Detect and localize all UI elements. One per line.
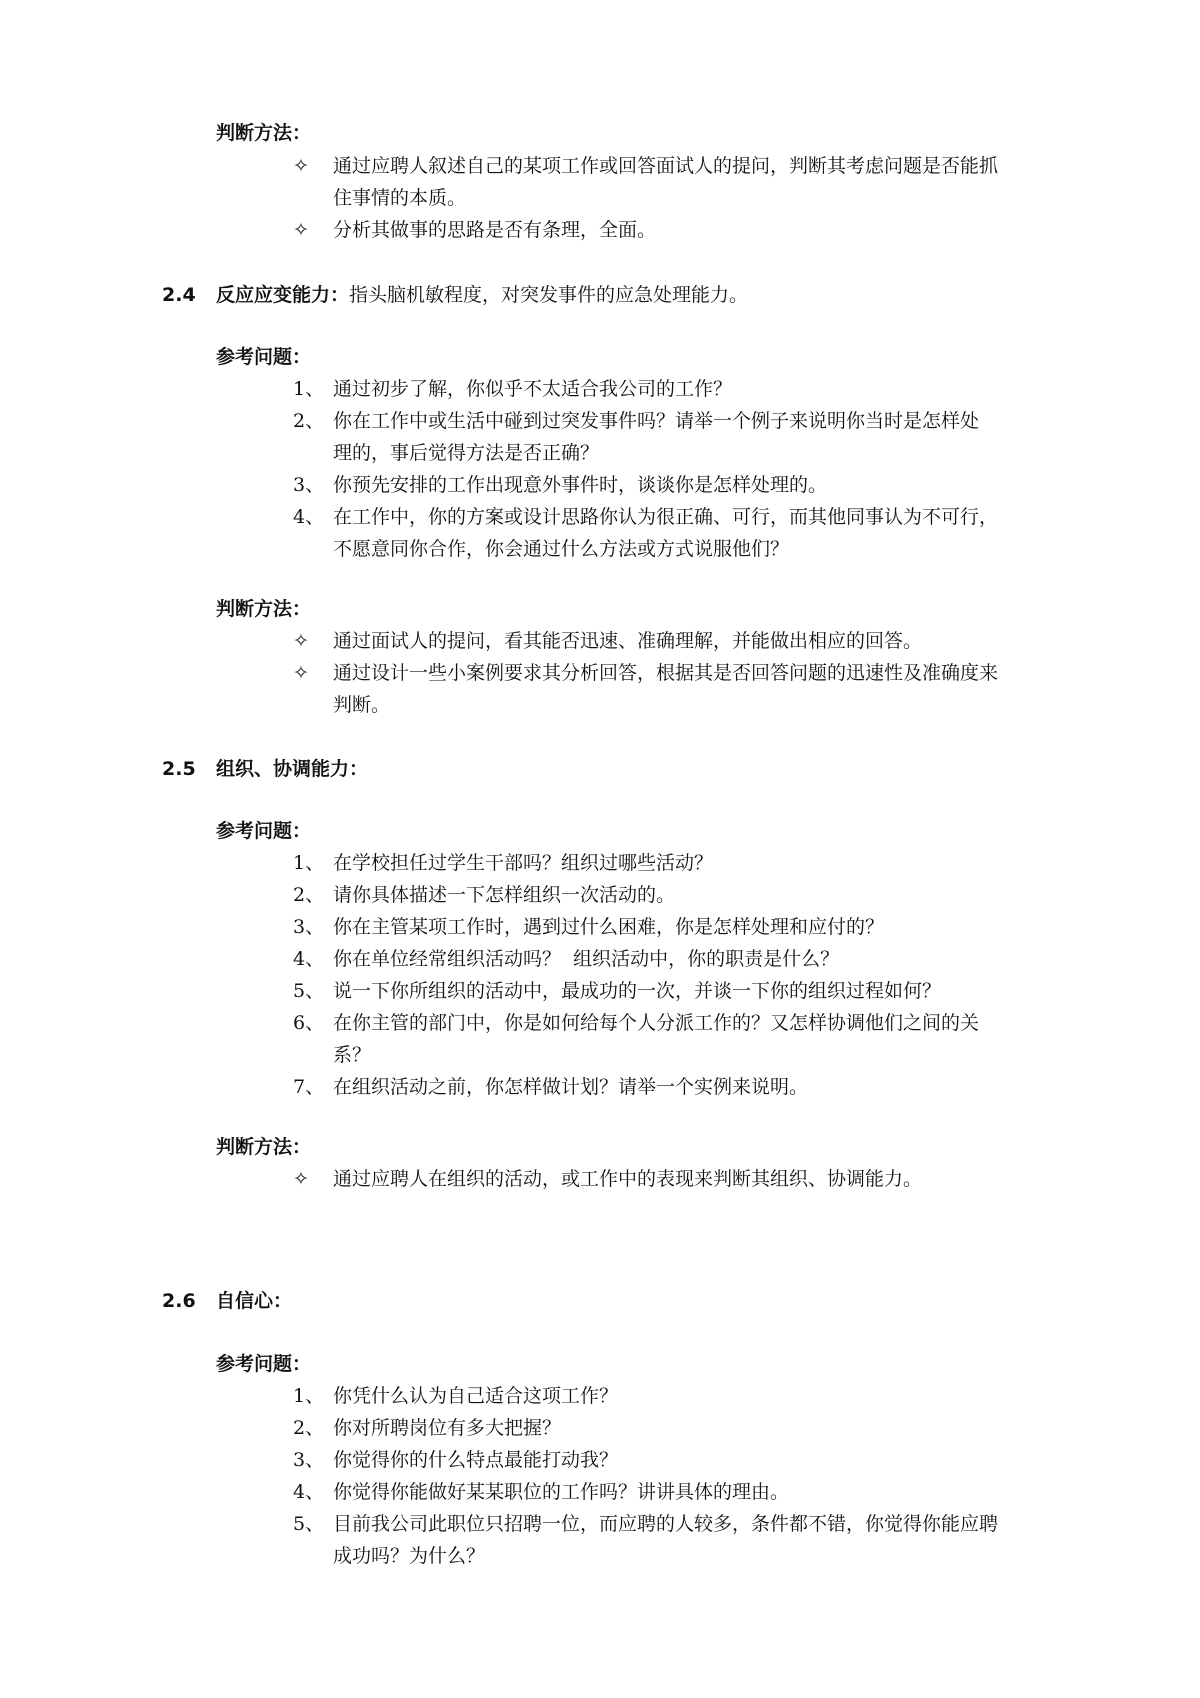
bullet-icon: ✧: [293, 219, 309, 241]
section-description: 指头脑机敏程度，对突发事件的应急处理能力。: [349, 284, 749, 306]
bullet-text: 通过设计一些小案例要求其分析回答，根据其是否回答问题的迅速性及准确度来: [333, 662, 999, 684]
list-item-text: 你在主管某项工作时，遇到过什么困难，你是怎样处理和应付的？: [333, 916, 885, 938]
list-item-text: 不愿意同你合作，你会通过什么方法或方式说服他们？: [333, 538, 790, 560]
list-number: 2、: [293, 410, 325, 432]
bullet-text: 通过应聘人叙述自己的某项工作或回答面试人的提问，判断其考虑问题是否能抓: [333, 155, 999, 177]
list-item-text: 在工作中，你的方案或设计思路你认为很正确、可行，而其他同事认为不可行，: [333, 506, 999, 528]
list-number: 5、: [293, 1513, 325, 1535]
reference-questions-heading: 参考问题：: [216, 1353, 312, 1375]
list-item-text: 你在工作中或生活中碰到过突发事件吗？请举一个例子来说明你当时是怎样处: [333, 410, 980, 432]
list-number: 7、: [293, 1076, 325, 1098]
list-number: 1、: [293, 378, 325, 400]
list-number: 6、: [293, 1012, 325, 1034]
bullet-icon: ✧: [293, 1168, 309, 1190]
list-number: 4、: [293, 1481, 325, 1503]
bullet-text: 判断。: [333, 694, 391, 716]
reference-questions-heading: 参考问题：: [216, 346, 312, 368]
list-item-text: 系？: [333, 1044, 372, 1066]
list-item-text: 你觉得你能做好某某职位的工作吗？讲讲具体的理由。: [333, 1481, 790, 1503]
list-item-text: 成功吗？为什么？: [333, 1545, 486, 1567]
list-number: 1、: [293, 852, 325, 874]
list-number: 2、: [293, 1417, 325, 1439]
reference-questions-heading: 参考问题：: [216, 820, 312, 842]
judge-method-heading: 判断方法：: [216, 122, 312, 144]
section-number: 2.6: [162, 1290, 196, 1312]
list-number: 4、: [293, 948, 325, 970]
list-item-text: 在组织活动之前，你怎样做计划？请举一个实例来说明。: [333, 1076, 809, 1098]
list-item-text: 你预先安排的工作出现意外事件时，谈谈你是怎样处理的。: [333, 474, 828, 496]
list-item-text: 说一下你所组织的活动中，最成功的一次，并谈一下你的组织过程如何？: [333, 980, 942, 1002]
list-item-text: 在学校担任过学生干部吗？组织过哪些活动？: [333, 852, 714, 874]
list-item-text: 你对所聘岗位有多大把握？: [333, 1417, 562, 1439]
list-number: 3、: [293, 916, 325, 938]
list-item-text: 在你主管的部门中，你是如何给每个人分派工作的？又怎样协调他们之间的关: [333, 1012, 980, 1034]
bullet-text: 通过应聘人在组织的活动，或工作中的表现来判断其组织、协调能力。: [333, 1168, 923, 1190]
list-number: 3、: [293, 474, 325, 496]
judge-method-heading: 判断方法：: [216, 598, 312, 620]
section-title: 组织、协调能力：: [216, 758, 369, 780]
list-number: 3、: [293, 1449, 325, 1471]
list-number: 4、: [293, 506, 325, 528]
list-number: 2、: [293, 884, 325, 906]
list-item-text: 你觉得你的什么特点最能打动我？: [333, 1449, 619, 1471]
bullet-icon: ✧: [293, 630, 309, 652]
section-number: 2.4: [162, 284, 196, 306]
bullet-text: 通过面试人的提问，看其能否迅速、准确理解，并能做出相应的回答。: [333, 630, 923, 652]
bullet-icon: ✧: [293, 662, 309, 684]
section-title: 自信心：: [216, 1290, 293, 1312]
list-item-text: 你在单位经常组织活动吗？ 组织活动中，你的职责是什么？: [333, 948, 840, 970]
list-item-text: 目前我公司此职位只招聘一位，而应聘的人较多，条件都不错，你觉得你能应聘: [333, 1513, 999, 1535]
list-item-text: 通过初步了解，你似乎不太适合我公司的工作？: [333, 378, 733, 400]
section-number: 2.5: [162, 758, 196, 780]
judge-method-heading: 判断方法：: [216, 1136, 312, 1158]
list-item-text: 你凭什么认为自己适合这项工作？: [333, 1385, 619, 1407]
list-number: 1、: [293, 1385, 325, 1407]
section-heading: [216, 283, 748, 307]
list-item-text: 理的，事后觉得方法是否正确？: [333, 442, 600, 464]
bullet-text: 住事情的本质。: [333, 187, 467, 209]
list-item-text: 请你具体描述一下怎样组织一次活动的。: [333, 884, 676, 906]
list-number: 5、: [293, 980, 325, 1002]
bullet-text: 分析其做事的思路是否有条理，全面。: [333, 219, 657, 241]
section-title: 反应应变能力：: [216, 284, 350, 306]
bullet-icon: ✧: [293, 155, 309, 177]
